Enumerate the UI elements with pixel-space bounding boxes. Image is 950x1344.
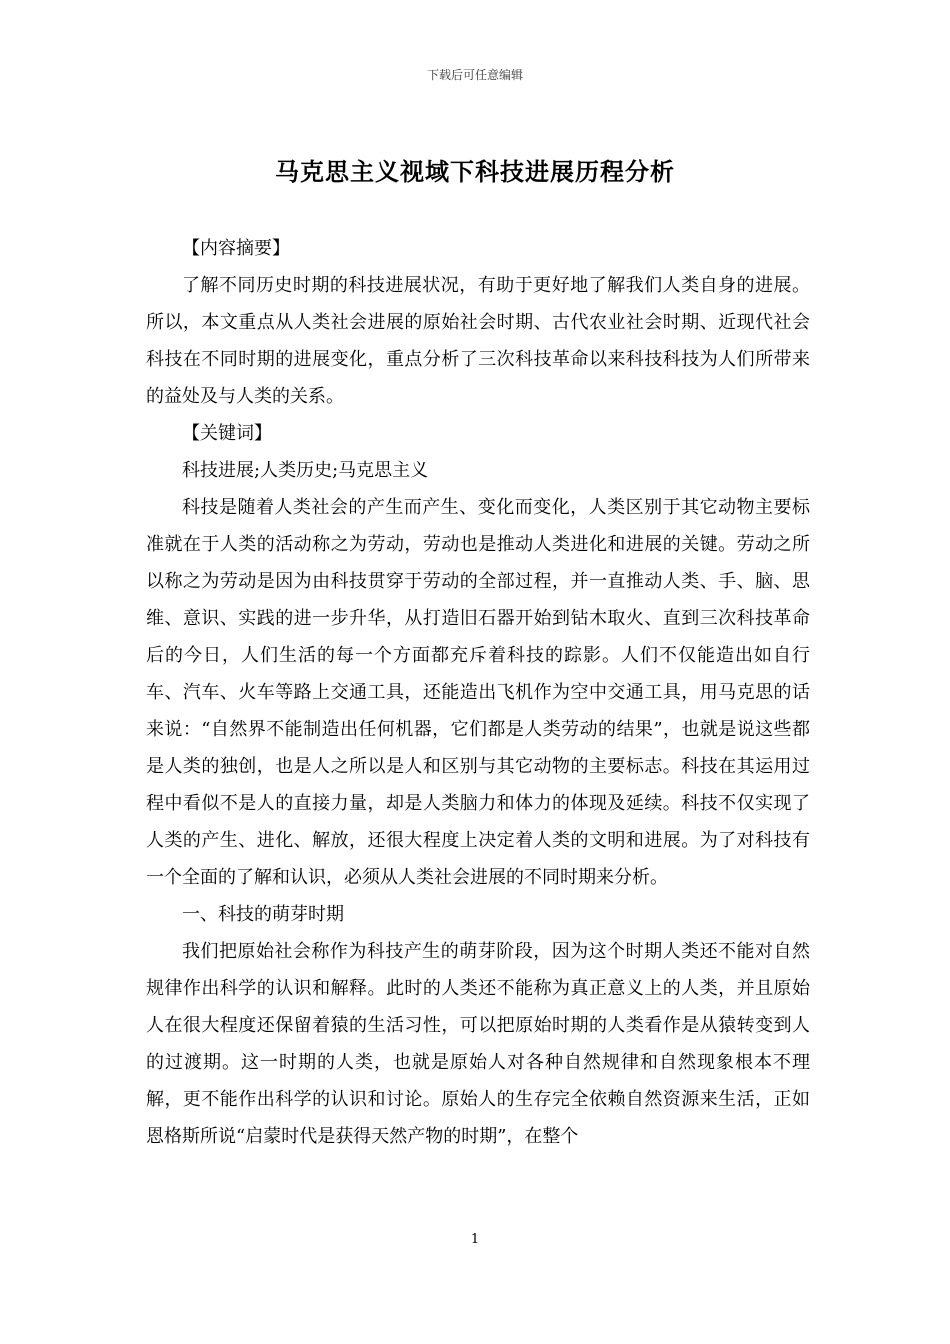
body-paragraph: 我们把原始社会称作为科技产生的萌芽阶段，因为这个时期人类还不能对自然规律作出科学的认识和解释。此时的人类还不能称为真正意义上的人类，并且原始人在很大程度还保留着猿的生活习性，可以把原始时期的人类看作是从猿转变到人的过渡期。这一时期的人类，也就是原始人对各种自然规律和自然现象根本不理解，更不能作出科学的认识和讨论。原始人的生存完全依赖自然资源来生活，正如恩格斯所说“启蒙时代是获得天然产物的时期”，在整个	[146, 941, 810, 1147]
document-body	[146, 230, 810, 1155]
abstract-heading: 【内容摘要】	[182, 238, 290, 259]
page-number: 1	[470, 1232, 480, 1247]
keywords-heading: 【关键词】	[182, 423, 272, 444]
keywords-paragraph: 科技进展;人类历史;马克思主义	[182, 460, 429, 481]
abstract-paragraph: 了解不同历史时期的科技进展状况，有助于更好地了解我们人类自身的进展。所以，本文重点从人类社会进展的原始社会时期、古代农业社会时期、近现代社会科技在不同时期的进展变化，重点分析了三次科技革命以来科技科技为人们所带来的益处及与人类的关系。	[146, 275, 810, 407]
document-title: 马克思主义视域下科技进展历程分析	[275, 158, 675, 186]
section-heading: 一、科技的萌芽时期	[182, 904, 344, 925]
body-paragraph: 科技是随着人类社会的产生而产生、变化而变化，人类区别于其它动物主要标准就在于人类的活动称之为劳动，劳动也是推动人类进化和进展的关键。劳动之所以称之为劳动是因为由科技贯穿于劳动的全部过程，并一直推动人类、手、脑、思维、意识、实践的进一步升华，从打造旧石器开始到钻木取火、直到三次科技革命后的今日，人们生活的每一个方面都充斥着科技的踪影。人们不仅能造出如自行车、汽车、火车等路上交通工具，还能造出飞机作为空中交通工具，用马克思的话来说：“自然界不能制造出任何机器，它们都是人类劳动的结果”，也就是说这些都是人类的独创，也是人之所以是人和区别与其它动物的主要标志。科技在其运用过程中看似不是人的直接力量，却是人类脑力和体力的体现及延续。科技不仅实现了人类的产生、进化、解放，还很大程度上决定着人类的文明和进展。为了对科技有一个全面的了解和认识，必须从人类社会进展的不同时期来分析。	[146, 497, 810, 888]
header-note: 下载后可任意编辑	[426, 68, 523, 82]
